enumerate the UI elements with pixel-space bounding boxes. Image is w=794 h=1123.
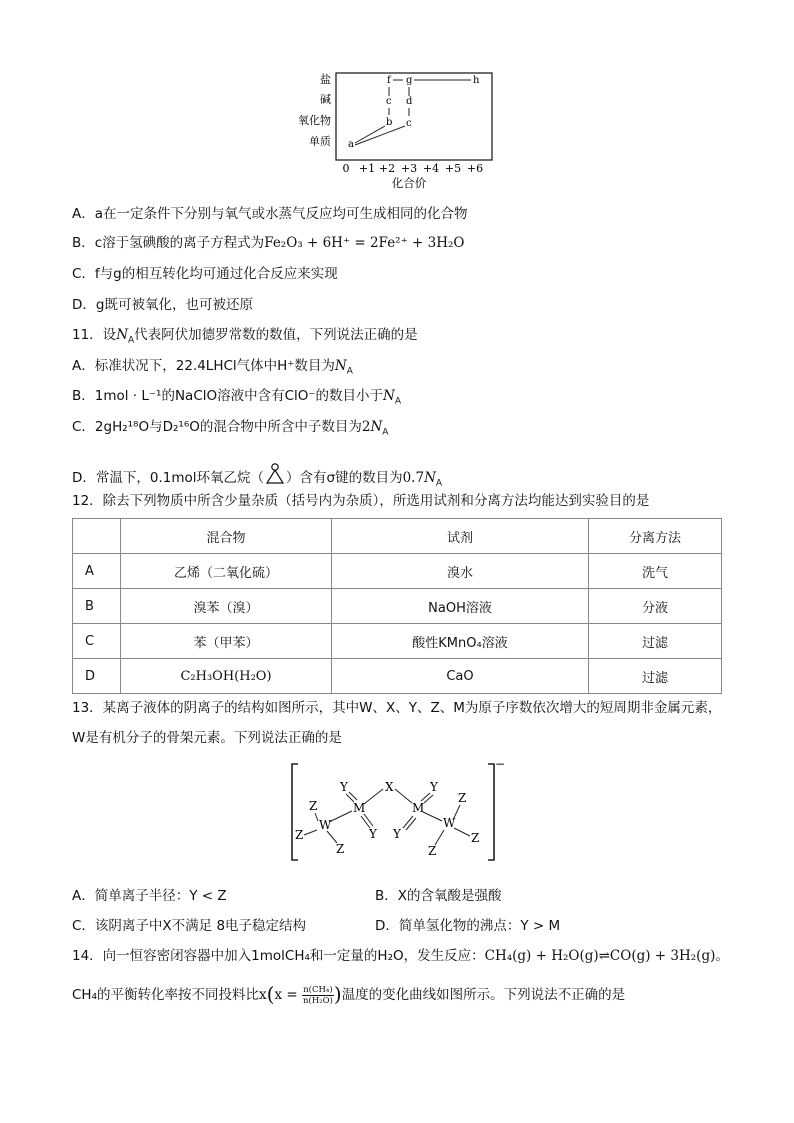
table-header-cell: 试剂 xyxy=(332,519,589,554)
svg-text:Z: Z xyxy=(309,799,318,813)
table-cell: 过滤 xyxy=(589,624,722,659)
charge-sign: − xyxy=(495,758,506,771)
table-row xyxy=(73,554,722,589)
svg-text:M: M xyxy=(412,801,425,815)
point-c: c xyxy=(386,96,392,107)
valence-category-diagram xyxy=(285,68,505,193)
q11-option-b-text: B．1mol · L⁻¹的NaClO溶液中含有ClO⁻的数目小于 xyxy=(72,388,384,404)
table-cell: C₂H₃OH(H₂O) xyxy=(121,659,332,694)
na-symbol: N xyxy=(116,327,128,343)
table-header-cell xyxy=(73,519,121,554)
q11-stem xyxy=(72,326,418,350)
table-cell: 分液 xyxy=(589,589,722,624)
na-subscript: A xyxy=(382,427,389,438)
q11-option-d xyxy=(72,462,442,493)
svg-text:Z: Z xyxy=(336,842,345,856)
q14-reaction-equation: CH₄(g) + H₂O(g)⇌CO(g) + 3H₂(g)。 xyxy=(484,948,729,964)
table-cell: 乙烯（二氧化硫） xyxy=(121,554,332,589)
q10-option-d: D．g既可被氧化，也可被还原 xyxy=(72,297,253,313)
svg-text:Y: Y xyxy=(369,827,377,841)
ylabel-salt: 盐 xyxy=(320,73,331,86)
ratio-x-inner: x xyxy=(274,987,283,1003)
x-axis-label: 化合价 xyxy=(391,176,427,190)
table-cell: D xyxy=(73,659,121,694)
xtick: +5 xyxy=(444,162,462,175)
point-c-oxide: c xyxy=(406,118,412,129)
q14-stem-text: 14．向一恒容密闭容器中加入1molCH₄和一定量的H₂O，发生反应： xyxy=(72,948,485,964)
na-symbol: N xyxy=(383,388,395,404)
svg-text:M: M xyxy=(353,801,366,815)
xtick: +4 xyxy=(422,162,440,175)
xtick: +1 xyxy=(358,162,376,175)
q11-option-b xyxy=(72,387,401,411)
q10-option-a: A．a在一定条件下分别与氧气或水蒸气反应均可生成相同的化合物 xyxy=(72,206,468,222)
q10-option-b-text: B．c溶于氢碘酸的离子方程式为 xyxy=(72,235,265,251)
q11-option-a-text: A．标准状况下，22.4LHCl气体中H⁺数目为 xyxy=(72,358,335,374)
svg-text:Z: Z xyxy=(458,791,467,805)
table-cell: 溴苯（溴） xyxy=(121,589,332,624)
q14-stem-text-2a: CH₄的平衡转化率按不同投料比 xyxy=(72,987,259,1003)
svg-text:Y: Y xyxy=(340,780,348,794)
svg-text:W: W xyxy=(319,818,332,832)
table-cell: A xyxy=(73,554,121,589)
q11-stem-b: 代表阿伏加德罗常数的数值，下列说法正确的是 xyxy=(134,327,418,343)
xtick: +6 xyxy=(466,162,484,175)
svg-text:Z: Z xyxy=(471,831,480,845)
svg-text:Z: Z xyxy=(295,828,304,842)
na-subscript: A xyxy=(346,366,353,377)
table-row xyxy=(73,659,722,694)
ratio-x: x xyxy=(259,987,267,1003)
q10-option-b xyxy=(72,234,464,252)
table-cell: B xyxy=(73,589,121,624)
svg-text:W: W xyxy=(443,816,456,830)
fraction-denominator: n(H₂O) xyxy=(302,995,333,1006)
table-cell: C xyxy=(73,624,121,659)
svg-text:Y: Y xyxy=(430,780,438,794)
q14-stem-text-2b: 温度的变化曲线如图所示。下列说法不正确的是 xyxy=(341,987,626,1003)
na-symbol: N xyxy=(424,470,436,486)
ratio-fraction xyxy=(302,985,334,1006)
q11-option-d-coef: 0.7 xyxy=(402,470,425,486)
point-h: h xyxy=(473,75,480,86)
q11-stem-a: 11．设 xyxy=(72,327,117,343)
ylabel-oxide: 氧化物 xyxy=(298,114,331,127)
q12-stem: 12．除去下列物质中所含少量杂质（括号内为杂质），所选用试剂和分离方法均能达到实验目的是 xyxy=(72,493,650,509)
table-row xyxy=(73,589,722,624)
q11-option-c xyxy=(72,418,388,442)
xtick: 0 xyxy=(342,162,350,175)
xtick: +3 xyxy=(400,162,418,175)
q11-option-d-text-b: ）含有σ键的数目为 xyxy=(286,470,403,486)
na-symbol: N xyxy=(370,419,383,435)
q13-option-c: C．该阴离子中X不满足 8电子稳定结构 xyxy=(72,918,307,934)
structure-atoms xyxy=(295,780,479,858)
point-d: d xyxy=(406,96,413,107)
point-a: a xyxy=(348,139,354,150)
q13-option-d: D．简单氢化物的沸点：Y > M xyxy=(375,918,561,934)
point-f: f xyxy=(387,75,391,86)
q11-option-c-text: C．2gH₂¹⁸O与D₂¹⁶O的混合物中所含中子数目为 xyxy=(72,419,362,435)
na-subscript: A xyxy=(394,396,402,407)
table-header-cell: 混合物 xyxy=(121,519,332,554)
q13-stem-line2: W是有机分子的骨架元素。下列说法正确的是 xyxy=(72,730,342,746)
table-cell: 过滤 xyxy=(589,659,722,694)
svg-text:Y: Y xyxy=(393,827,401,841)
table-cell: 酸性KMnO₄溶液 xyxy=(332,624,589,659)
ylabel-base: 碱 xyxy=(320,93,331,106)
fraction-numerator: n(CH₄) xyxy=(303,984,333,995)
table-cell: CaO xyxy=(332,659,589,694)
na-subscript: A xyxy=(435,478,443,489)
table-header-row xyxy=(73,519,722,554)
table-cell: 洗气 xyxy=(589,554,722,589)
q14-stem-line1 xyxy=(72,947,729,965)
table-cell: NaOH溶液 xyxy=(332,589,589,624)
na-subscript: A xyxy=(128,335,135,346)
q13-option-a: A．简单离子半径：Y < Z xyxy=(72,888,227,904)
epoxide-ring-icon xyxy=(264,462,286,486)
point-b: b xyxy=(386,117,393,128)
q11-option-c-coef: 2 xyxy=(361,419,371,435)
q13-option-b: B．X的含氧酸是强酸 xyxy=(375,888,502,904)
table-cell: 溴水 xyxy=(332,554,589,589)
q10-option-b-equation: Fe₂O₃ + 6H⁺ = 2Fe²⁺ + 3H₂O xyxy=(264,235,465,251)
table-cell: 苯（甲苯） xyxy=(121,624,332,659)
anion-structure-diagram xyxy=(285,758,510,866)
na-symbol: N xyxy=(334,358,347,374)
svg-text:Z: Z xyxy=(428,844,437,858)
diagram-connectors xyxy=(355,80,471,145)
table-header-cell: 分离方法 xyxy=(589,519,722,554)
svg-text:X: X xyxy=(385,780,394,794)
q11-option-a xyxy=(72,357,353,381)
xtick: +2 xyxy=(378,162,396,175)
table-row xyxy=(73,624,722,659)
q13-stem-line1: 13．某离子液体的阴离子的结构如图所示，其中W、X、Y、Z、M为原子序数依次增大的短周期非金属元素， xyxy=(72,700,722,716)
ylabel-element: 单质 xyxy=(309,135,331,148)
q14-stem-line2: CH₄的平衡转化率按不同投料比x(x = $\frac{\text{n(CH₄)}}{\text{n(H₂O)}}$ )温度的变化曲线如图所示。下列说法不正确的是 xyxy=(72,982,626,1006)
q11-option-d-text-a: D．常温下，0.1mol环氧乙烷（ xyxy=(72,470,265,486)
point-g: g xyxy=(406,75,413,86)
q10-option-c: C．f与g的相互转化均可通过化合反应来实现 xyxy=(72,266,338,282)
separation-table xyxy=(72,518,722,694)
